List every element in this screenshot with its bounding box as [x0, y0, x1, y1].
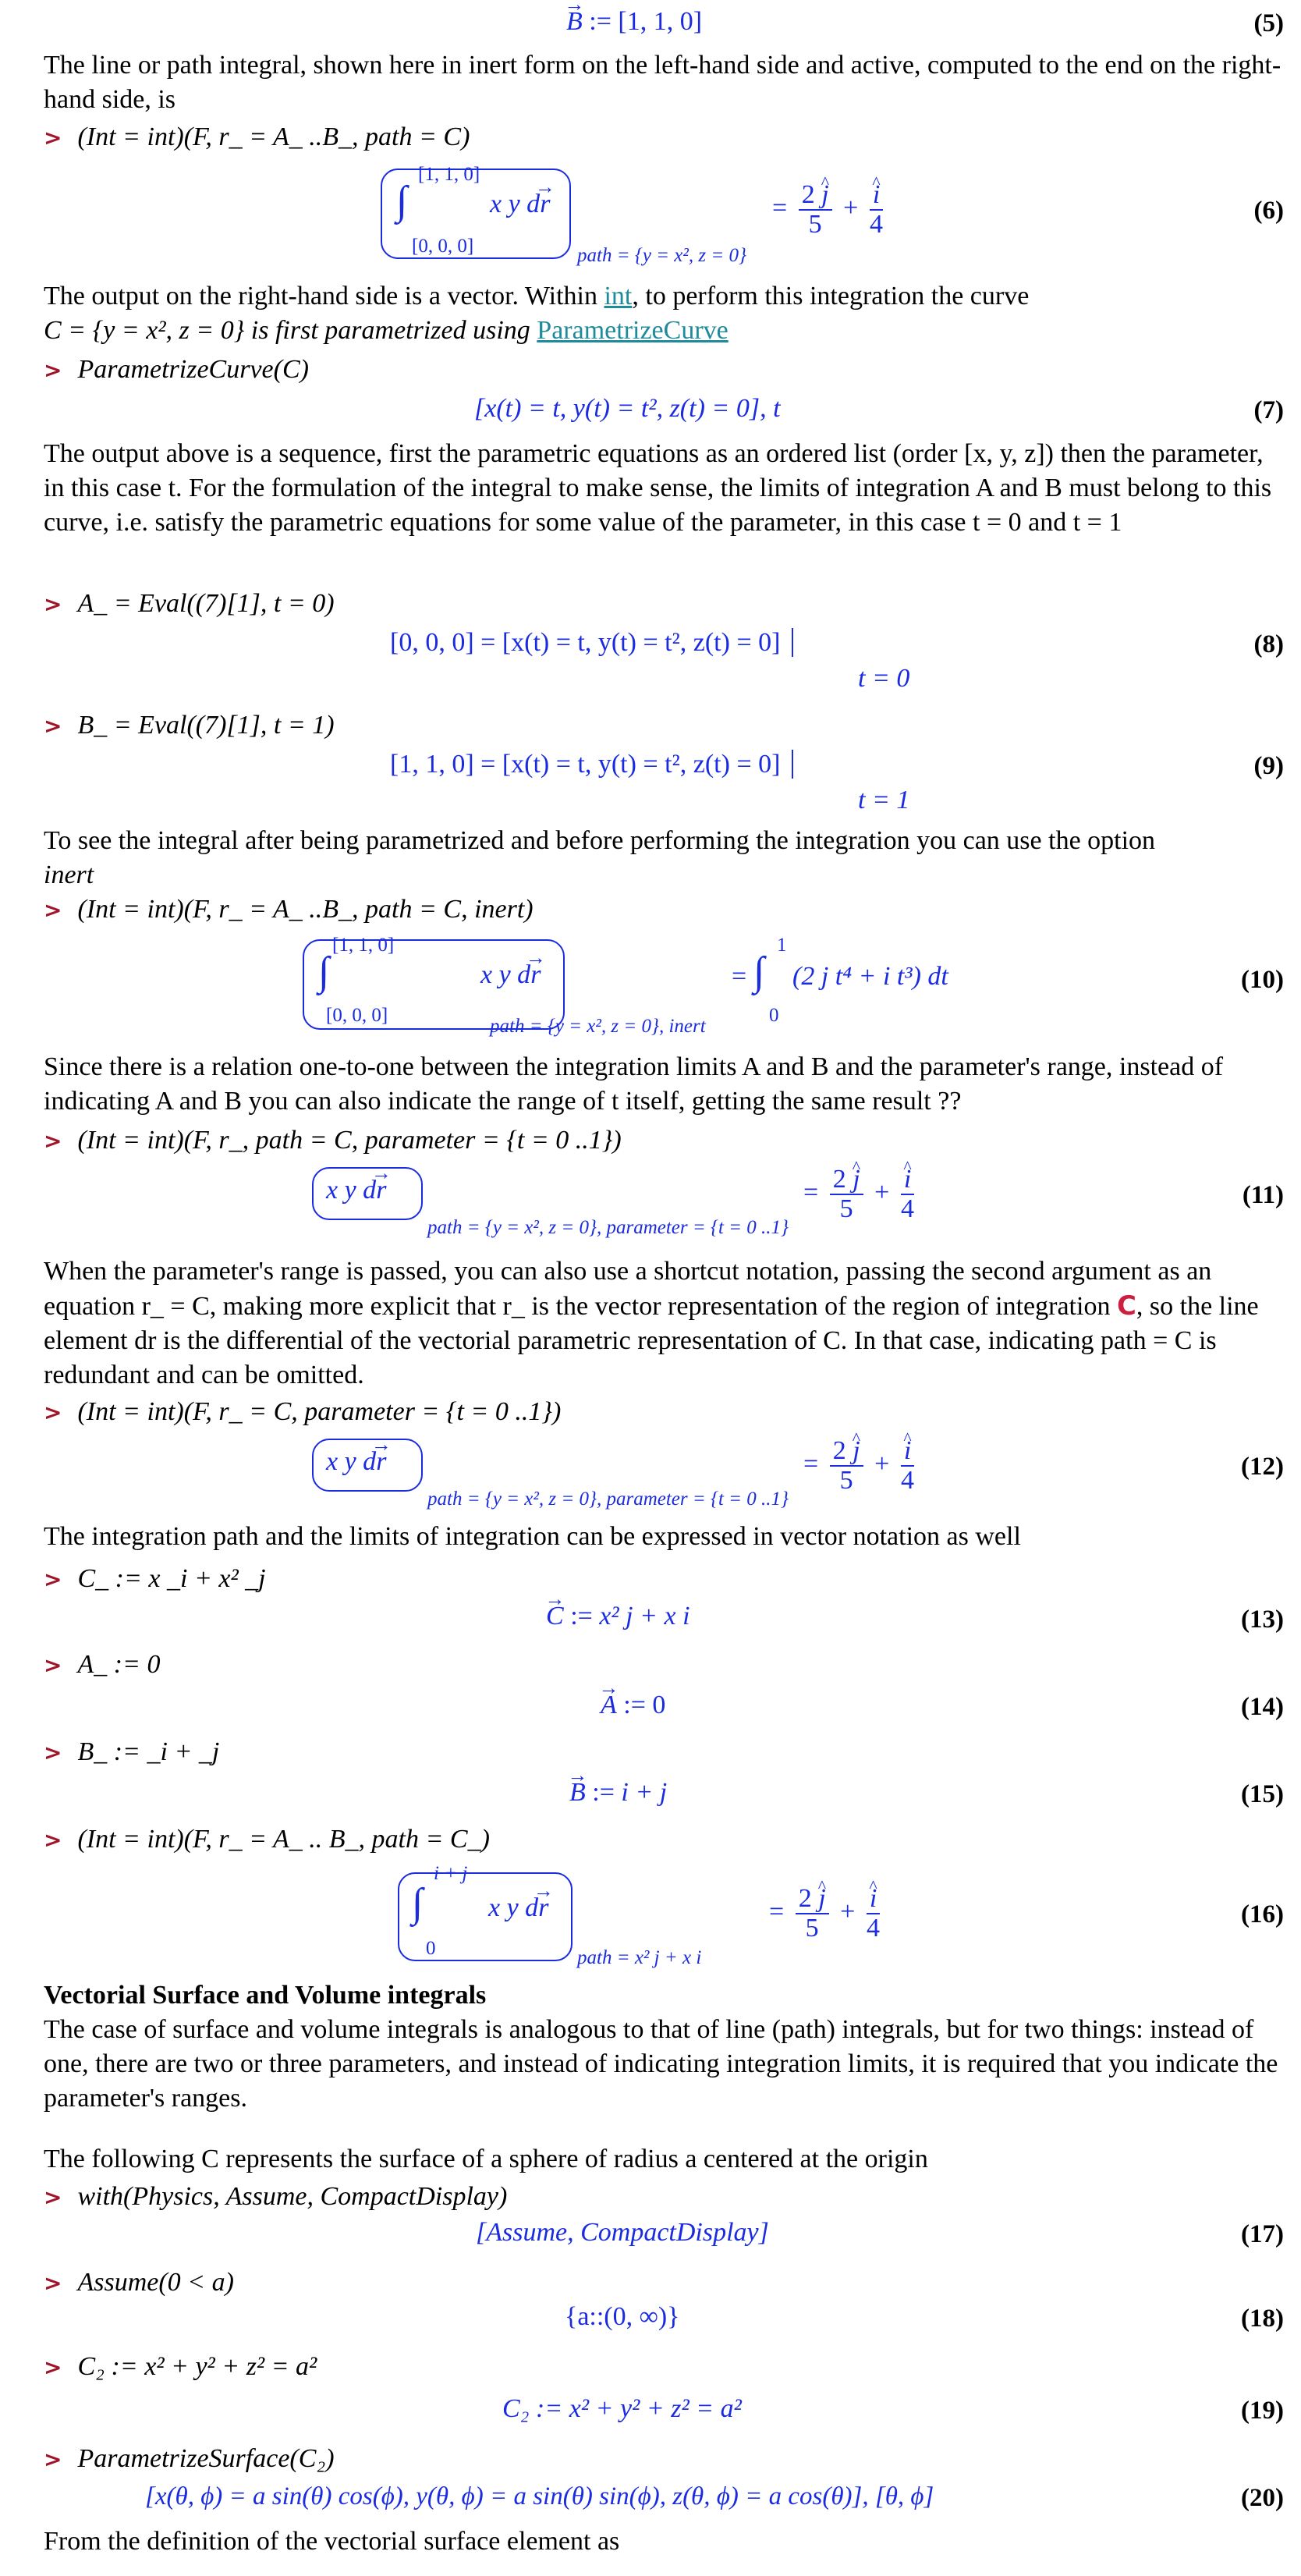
link-int[interactable]: int: [604, 282, 633, 310]
equation-label: (5): [1253, 9, 1284, 37]
equation-label: (12): [1241, 1453, 1284, 1481]
input-line[interactable]: > A_ := 0: [44, 1650, 161, 1679]
result: = $\frac{2 \^{} j}{5}$ + ^ $\frac{i}{4}$: [803, 1166, 919, 1223]
upper-limit: i + j: [434, 1863, 468, 1884]
output-eq9: [1, 1, 0] = [x(t) = t, y(t) = t², z(t) = 0]: [390, 747, 793, 782]
integrand: x y d→ r: [326, 1445, 386, 1479]
paragraph: The case of surface and volume integrals is analogous to that of line (path) integrals, but for two things: instead of one, there are two or three parameters, and instead of indicating integration limits, it is required that you indicate the parameter's ranges.: [44, 2015, 1278, 2113]
input-line[interactable]: > (Int = int)(F, r_ = A_ .. B_, path = C_): [44, 1825, 490, 1854]
output-eq10: [0, 928, 1301, 1045]
equation-label: (15): [1241, 1780, 1284, 1808]
input-line[interactable]: > ParametrizeSurface(C₂): [44, 2444, 335, 2473]
lower-limit: 0: [426, 1938, 436, 1959]
lower-limit: [0, 0, 0]: [412, 236, 474, 257]
prompt-icon: >: [44, 2354, 62, 2380]
paragraph: From the definition of the vectorial surface element as: [44, 2527, 620, 2556]
paragraph: The integration path and the limits of integration can be expressed in vector notation as well: [44, 1522, 1021, 1551]
prompt-icon: >: [44, 1652, 62, 1678]
integrand: x y d→ r: [480, 958, 541, 992]
paragraph: The line or path integral, shown here in inert form on the left-hand side and active, computed to the end on the right-hand side, is: [44, 51, 1282, 114]
integrand: x y d→ r: [326, 1173, 386, 1208]
prompt-icon: >: [44, 591, 62, 617]
equation-label: (20): [1241, 2484, 1284, 2512]
path-condition: path = {y = x², z = 0}, inert: [490, 1016, 706, 1037]
input-line[interactable]: > (Int = int)(F, r_, path = C, parameter = {t = 0 ..1}): [44, 1126, 622, 1155]
upper-limit: [1, 1, 0]: [418, 164, 480, 185]
equation-label: (11): [1242, 1181, 1284, 1209]
output-eq16: [0, 1857, 1301, 1974]
prompt-icon: >: [44, 357, 62, 383]
path-condition: path = {y = x², z = 0}, parameter = {t = 0 ..1}: [427, 1488, 789, 1510]
input-line[interactable]: > ParametrizeCurve(C): [44, 355, 309, 384]
evaluation-point: t = 1: [858, 786, 910, 814]
integrand: (2 j t⁴ + i t³) dt: [792, 962, 948, 991]
path-condition: path = x² j + x i: [577, 1947, 702, 1968]
paragraph: The output on the right-hand side is a vector. Within int, to perform this integration the curve C = {y = x², z = 0} is first parametrized using ParametrizeCurve: [44, 282, 1030, 345]
paragraph: When the parameter's range is passed, you can also use a shortcut notation, passing the second argument as an equation r_ = C, making more explicit that r_ is the vector representation of the region of integration C, so the line element dr is the differential of the vectorial parametric representation of C. In that case, indicating path = C is redundant and can be omitted.: [44, 1257, 1259, 1389]
input-line[interactable]: > C_ := x _i + x² _j: [44, 1564, 266, 1593]
equation-label: (14): [1241, 1693, 1284, 1721]
output-eq17: [Assume, CompactDisplay]: [476, 2218, 769, 2247]
output-eq15: → B := i + j: [569, 1776, 667, 1810]
upper-limit: [1, 1, 0]: [332, 935, 395, 956]
equation-label: (9): [1253, 752, 1284, 780]
lower-limit: 0: [769, 1005, 779, 1026]
paragraph: Since there is a relation one-to-one between the integration limits A and B and the parameter's range, instead of indicating A and B you can also indicate the range of t itself, getting the same result ??: [44, 1052, 1224, 1116]
integral-icon: ∫: [412, 1881, 424, 1925]
equation-label: (18): [1241, 2305, 1284, 2333]
output-eq6: [0, 158, 1301, 275]
paragraph: The output above is a sequence, first the parametric equations as an ordered list (order [x, y, z]) then the parameter, in this case t. For the formulation of the integral to make sense, the limits of integration A and B must belong to this curve, i.e. satisfy the parametric equations for some value of the parameter, in this case t = 0 and t = 1: [44, 439, 1272, 537]
prompt-icon: >: [44, 713, 62, 739]
upper-limit: 1: [777, 935, 787, 956]
section-heading: Vectorial Surface and Volume integrals: [44, 1981, 487, 2010]
input-line[interactable]: > (Int = int)(F, r_ = A_ ..B_, path = C): [44, 122, 470, 151]
equation-label: (7): [1253, 396, 1284, 424]
equation-label: (13): [1241, 1606, 1284, 1634]
output-eq13: → C := x² j + x i: [546, 1599, 690, 1634]
prompt-icon: >: [44, 2270, 62, 2296]
input-line[interactable]: > Assume(0 < a): [44, 2268, 234, 2297]
output-eq12: [0, 1432, 1301, 1513]
output-eq18: {a::(0, ∞)}: [565, 2302, 680, 2331]
output-eq19: C₂ := x² + y² + z² = a²: [502, 2394, 742, 2423]
path-condition: path = {y = x², z = 0}: [577, 245, 746, 266]
result: = $\frac{2 \^{} j}{5}$ + ^ $\frac{i}{4}$: [772, 181, 888, 239]
input-line[interactable]: > (Int = int)(F, r_ = C, parameter = {t = 0 ..1}): [44, 1397, 562, 1426]
equation-label: (8): [1253, 630, 1284, 658]
input-line[interactable]: > A_ = Eval((7)[1], t = 0): [44, 589, 335, 618]
input-line[interactable]: > C₂ := x² + y² + z² = a²: [44, 2352, 317, 2381]
output-eq8: [0, 0, 0] = [x(t) = t, y(t) = t², z(t) = 0]: [390, 626, 793, 660]
path-condition: path = {y = x², z = 0}, parameter = {t = 0 ..1}: [427, 1217, 789, 1238]
input-line[interactable]: > B_ := _i + _j: [44, 1737, 220, 1766]
input-line[interactable]: > B_ = Eval((7)[1], t = 1): [44, 711, 335, 740]
prompt-icon: >: [44, 1400, 62, 1425]
evaluation-point: t = 0: [858, 664, 910, 693]
prompt-icon: >: [44, 1128, 62, 1154]
paragraph: To see the integral after being parametrized and before performing the integration you can use the option inert: [44, 826, 1156, 889]
output-eq14: → A := 0: [601, 1688, 665, 1723]
equation-label: (17): [1241, 2220, 1284, 2248]
prompt-icon: >: [44, 1567, 62, 1592]
prompt-icon: >: [44, 1740, 62, 1765]
integrand: x y d→ r: [488, 1891, 548, 1925]
equation-label: (10): [1241, 966, 1284, 994]
integral-icon: ∫: [318, 949, 330, 994]
output-eq5: → B := [1, 1, 0]: [566, 5, 702, 39]
output-eq20: [x(θ, ϕ) = a sin(θ) cos(ϕ), y(θ, ϕ) = a sin(θ) sin(ϕ), z(θ, ϕ) = a cos(θ)], [θ, ϕ]: [145, 2482, 934, 2510]
link-parametrizecurve[interactable]: ParametrizeCurve: [537, 316, 728, 345]
prompt-icon: >: [44, 125, 62, 151]
integrand: x y d→ r: [490, 187, 550, 222]
prompt-icon: >: [44, 897, 62, 923]
equation-label: (6): [1253, 197, 1284, 225]
vector-B: → B: [566, 5, 583, 39]
result: = $\frac{2 \^{} j}{5}$ + ^ $\frac{i}{4}$: [803, 1437, 919, 1495]
input-line[interactable]: > (Int = int)(F, r_ = A_ ..B_, path = C, inert): [44, 895, 534, 924]
prompt-icon: >: [44, 2446, 62, 2472]
prompt-icon: >: [44, 2184, 62, 2210]
equals: =: [732, 962, 747, 991]
equation-label: (19): [1241, 2397, 1284, 2425]
equation-label: (16): [1241, 1900, 1284, 1928]
integral-icon: ∫: [753, 949, 765, 994]
integral-icon: ∫: [396, 179, 408, 223]
output-eq11: [0, 1161, 1301, 1242]
input-line[interactable]: > with(Physics, Assume, CompactDisplay): [44, 2182, 508, 2211]
paragraph: The following C represents the surface of a sphere of radius a centered at the origin: [44, 2145, 928, 2173]
output-eq7: [x(t) = t, y(t) = t², z(t) = 0], t: [474, 394, 781, 423]
lower-limit: [0, 0, 0]: [326, 1005, 388, 1026]
result: = $\frac{2 \^{} j}{5}$ + ^ $\frac{i}{4}$: [769, 1885, 884, 1943]
prompt-icon: >: [44, 1827, 62, 1853]
